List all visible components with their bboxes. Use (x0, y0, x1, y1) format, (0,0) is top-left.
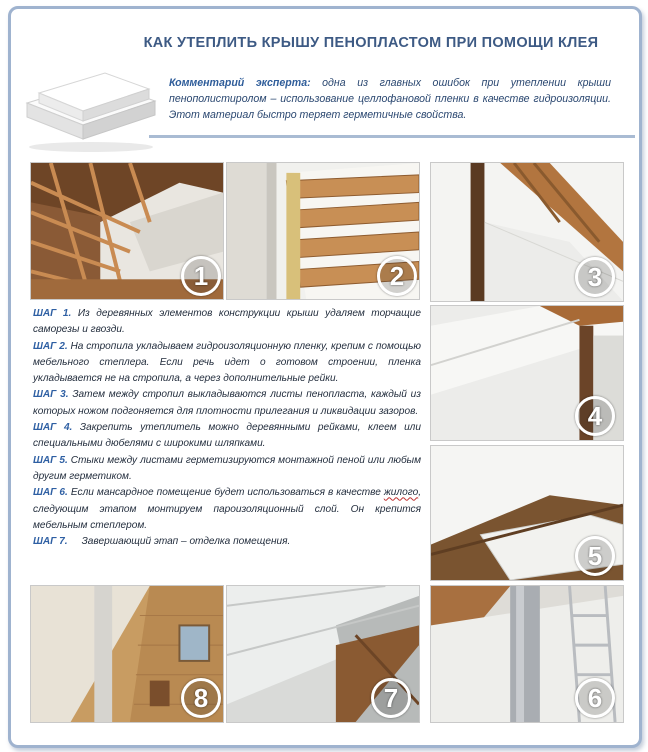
step-text: Затем между стропил выкладываются листы пенопласта, каждый из которых ножом подгоняется для плотности прилегания и ликвидации зазоров. (33, 389, 421, 417)
expert-comment-text: одна из главных ошибок при утеплении крыши пенополистиролом – использование целлофановой пленки в качестве гидроизоляции. Этот материал быстро теряет герметичные свойства. (169, 77, 611, 121)
page-title: КАК УТЕПЛИТЬ КРЫШУ ПЕНОПЛАСТОМ ПРИ ПОМОЩИ КЛЕЯ (143, 35, 599, 51)
infographic-card (8, 6, 642, 748)
step-number-badge: 1 (181, 256, 221, 296)
steps-list (33, 306, 421, 550)
step-number-badge: 5 (575, 536, 615, 576)
expert-comment (169, 75, 611, 123)
step-number-badge: 4 (575, 396, 615, 436)
step-number-badge: 8 (181, 678, 221, 718)
photo-step-7 (226, 585, 420, 723)
step-2 (33, 339, 421, 388)
step-label: ШАГ 6. (33, 487, 68, 499)
photo-step-4 (430, 305, 624, 441)
step-label: ШАГ 7. (33, 536, 68, 548)
step-label: ШАГ 3. (33, 389, 69, 401)
step-text: Стыки между листами герметизируются монтажной пеной или любым другим герметиком. (33, 454, 421, 482)
photo-step-2 (226, 162, 420, 300)
step-label: ШАГ 4. (33, 422, 73, 434)
step-text: Если мансардное помещение будет использоваться в качестве (67, 487, 384, 499)
header (11, 9, 639, 139)
step-text: Завершающий этап – отделка помещения. (67, 536, 291, 548)
photo-step-3 (430, 162, 624, 302)
step-number-badge: 2 (377, 256, 417, 296)
step-1 (33, 306, 421, 339)
step-text: , следующим этапом монтируем пароизоляционный слой. Он крепится мебельным степлером. (33, 487, 421, 531)
step-5 (33, 453, 421, 486)
step-text-flagged: жилого (383, 487, 419, 499)
step-text: На стропила укладываем гидроизоляционную пленку, крепим с помощью мебельного степлера. Если речь идет о готовом строении, пленка укладывается не на стропила, а через дополнительные рейки. (33, 340, 422, 385)
step-4 (33, 420, 421, 453)
step-3 (33, 387, 421, 420)
photo-step-1 (30, 162, 224, 300)
header-divider (149, 135, 635, 138)
photo-step-8 (30, 585, 224, 723)
step-7 (33, 534, 421, 550)
step-text: Из деревянных элементов конструкции крыши удаляем торчащие саморезы и гвозди. (33, 308, 421, 336)
expert-comment-lead: Комментарий эксперта: (169, 77, 311, 89)
step-label: ШАГ 1. (33, 308, 72, 319)
step-number-badge: 6 (575, 678, 615, 718)
step-number-badge: 3 (575, 257, 615, 297)
step-text: Закрепить утеплитель можно деревянными рейками, клеем или специальными дюбелями с широкими шляпками. (33, 422, 421, 450)
photo-step-6 (430, 585, 624, 723)
step-6 (33, 485, 421, 534)
step-label: ШАГ 5. (33, 454, 68, 466)
foam-boards-illustration (21, 71, 159, 155)
step-label: ШАГ 2. (33, 340, 68, 352)
photo-step-5 (430, 445, 624, 581)
step-number-badge: 7 (371, 678, 411, 718)
